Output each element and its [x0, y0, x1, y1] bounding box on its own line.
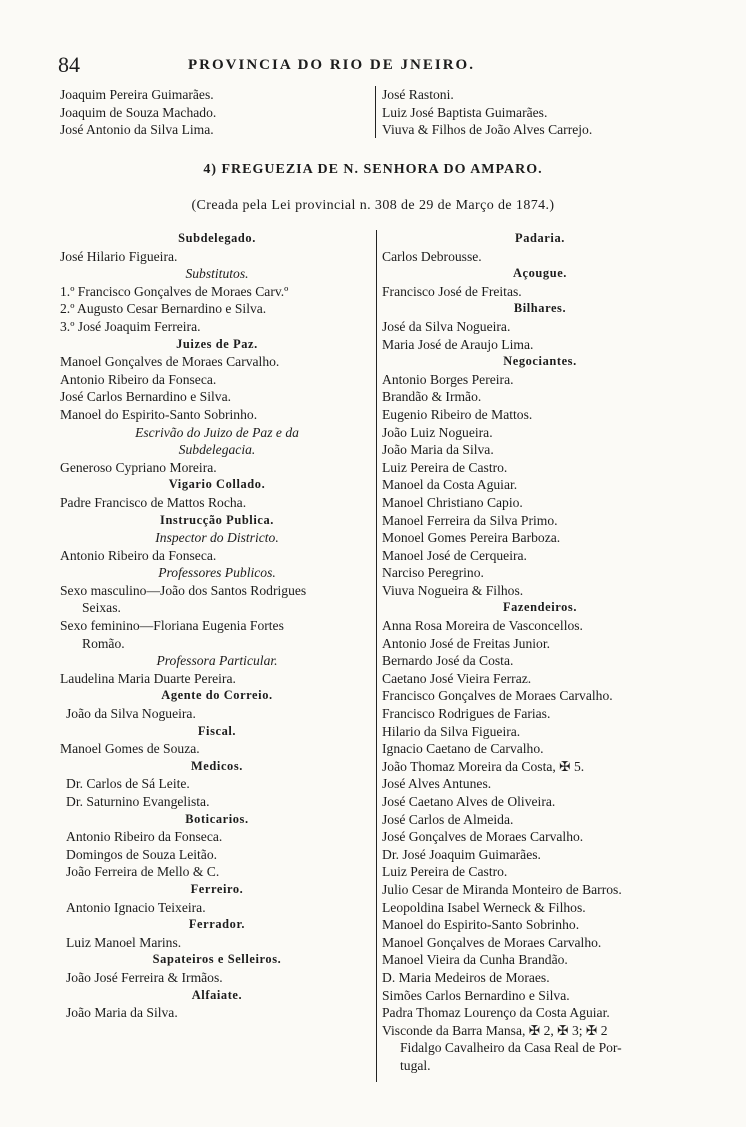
list-item: Hilario da Silva Figueira.: [382, 723, 521, 739]
list-item: Antonio José de Freitas Junior.: [382, 635, 551, 651]
boticarios-heading: Boticarios.: [185, 811, 249, 826]
list-item: Francisco José de Freitas.: [382, 283, 522, 299]
list-item: João Ferreira de Mello & C.: [66, 864, 220, 880]
list-item: Manoel Ferreira da Silva Primo.: [382, 512, 558, 528]
list-item-cont: tugal.: [400, 1057, 431, 1073]
vigario-heading: Vigario Collado.: [168, 477, 266, 492]
list-item: João Maria da Silva.: [382, 442, 494, 458]
list-item: Manoel José de Cerqueira.: [382, 547, 527, 563]
particular-heading: Professora Particular.: [156, 653, 278, 669]
list-item: Padra Thomaz Lourenço da Costa Aguiar.: [382, 1005, 610, 1021]
left-column: [60, 230, 374, 1022]
list-item: José da Silva Nogueira.: [382, 318, 511, 334]
list-item: Luiz Manoel Marins.: [66, 934, 182, 950]
page-title: PROVINCIA DO RIO DE JNEIRO.: [188, 57, 475, 73]
list-item: Sexo masculino—João dos Santos Rodrigues: [60, 582, 307, 598]
list-item: Manoel Gonçalves de Moraes Carvalho.: [60, 354, 280, 370]
list-item: Carlos Debrousse.: [382, 248, 482, 264]
list-item: Eugenio Ribeiro de Mattos.: [382, 406, 533, 422]
inspector-heading: Inspector do Districto.: [155, 530, 279, 546]
correio-heading: Agente do Correio.: [161, 688, 273, 703]
list-item: Luiz Pereira de Castro.: [382, 459, 508, 475]
padaria-heading: Padaria.: [515, 231, 565, 245]
list-item: Bernardo José da Costa.: [382, 653, 514, 669]
list-item-cont: Fidalgo Cavalheiro da Casa Real de Por-: [400, 1040, 622, 1056]
top-left-list: [60, 86, 370, 139]
list-item: José Gonçalves de Moraes Carvalho.: [382, 829, 584, 845]
substitutos-heading: Substitutos.: [185, 266, 249, 282]
list-item: Manoel Gonçalves de Moraes Carvalho.: [382, 934, 602, 950]
list-item: Caetano José Vieira Ferraz.: [382, 670, 532, 686]
list-item: José Alves Antunes.: [382, 776, 492, 792]
list-item: Manoel do Espirito-Santo Sobrinho.: [60, 406, 258, 422]
list-item: Julio Cesar de Miranda Monteiro de Barros.: [382, 881, 622, 897]
list-item: Manoel Christiano Capio.: [382, 494, 523, 510]
list-item: João Maria da Silva.: [66, 1005, 178, 1021]
escrivao-heading-cont: Subdelegacia.: [178, 442, 256, 458]
list-item: Luiz José Baptista Guimarães.: [382, 104, 548, 120]
column-divider: [375, 86, 376, 138]
page-header: [58, 52, 698, 78]
instrucao-heading: Instrucção Publica.: [160, 512, 274, 527]
section-note: (Creada pela Lei provincial n. 308 de 29 de Março de 1874.): [191, 198, 555, 213]
list-item: Manoel Vieira da Cunha Brandão.: [382, 952, 568, 968]
list-item: João da Silva Nogueira.: [66, 706, 196, 722]
list-item: Dr. Carlos de Sá Leite.: [66, 776, 190, 792]
list-item: Sexo feminino—Floriana Eugenia Fortes: [60, 618, 284, 634]
list-item: Visconde da Barra Mansa, ✠ 2, ✠ 3; ✠ 2: [382, 1022, 608, 1038]
list-item: Dr. José Joaquim Guimarães.: [382, 846, 541, 862]
column-divider: [376, 230, 377, 1082]
bilhares-heading: Bilhares.: [513, 301, 567, 316]
list-item-cont: Romão.: [82, 635, 125, 651]
juizes-heading: Juizes de Paz.: [176, 336, 258, 351]
list-item: Viuva & Filhos de João Alves Carrejo.: [382, 122, 593, 138]
section-title: 4) FREGUEZIA DE N. SENHORA DO AMPARO.: [203, 162, 543, 177]
list-item: 1.º Francisco Gonçalves de Moraes Carv.º: [60, 283, 289, 299]
list-item: 2.º Augusto Cesar Bernardino e Silva.: [60, 301, 267, 317]
page-number: 84: [58, 52, 80, 77]
list-item: Francisco Gonçalves de Moraes Carvalho.: [382, 688, 613, 704]
list-item: João Luiz Nogueira.: [382, 424, 493, 440]
list-item: Manoel Gomes de Souza.: [60, 741, 200, 757]
fazendeiros-heading: Fazendeiros.: [502, 600, 578, 615]
list-item: José Antonio da Silva Lima.: [60, 122, 214, 138]
list-item: Francisco Rodrigues de Farias.: [382, 706, 551, 722]
list-item: Leopoldina Isabel Werneck & Filhos.: [382, 899, 586, 915]
list-item: Domingos de Souza Leitão.: [66, 846, 218, 862]
negociantes-heading: Negociantes.: [503, 354, 577, 369]
list-item: Anna Rosa Moreira de Vasconcellos.: [382, 618, 583, 634]
escrivao-heading: Escrivão do Juizo de Paz e da: [135, 424, 299, 440]
right-column: [382, 230, 698, 1075]
list-item: João Thomaz Moreira da Costa, ✠ 5.: [382, 758, 585, 774]
list-item: Joaquim Pereira Guimarães.: [60, 87, 214, 102]
list-item: Simões Carlos Bernardino e Silva.: [382, 987, 570, 1003]
list-item: Antonio Ignacio Teixeira.: [66, 899, 206, 915]
list-item: José Hilario Figueira.: [60, 248, 178, 264]
list-item: Antonio Ribeiro da Fonseca.: [66, 829, 223, 845]
list-item: Generoso Cypriano Moreira.: [60, 459, 217, 475]
list-item: Joaquim de Souza Machado.: [60, 104, 217, 120]
list-item: Laudelina Maria Duarte Pereira.: [60, 670, 236, 686]
list-item: Viuva Nogueira & Filhos.: [382, 582, 524, 598]
sapateiros-heading: Sapateiros e Selleiros.: [152, 952, 282, 967]
list-item: 3.º José Joaquim Ferreira.: [60, 318, 201, 334]
list-item: Padre Francisco de Mattos Rocha.: [60, 494, 247, 510]
list-item-cont: Seixas.: [82, 600, 121, 616]
list-item: Dr. Saturnino Evangelista.: [66, 794, 210, 809]
list-item: Manoel da Costa Aguiar.: [382, 477, 518, 493]
medicos-heading: Medicos.: [191, 758, 243, 773]
ferreiro-heading: Ferreiro.: [190, 881, 244, 896]
professores-heading: Professores Publicos.: [158, 565, 276, 581]
list-item: Narciso Peregrino.: [382, 565, 484, 581]
list-item: Antonio Ribeiro da Fonseca.: [60, 371, 217, 387]
list-item: João José Ferreira & Irmãos.: [66, 969, 223, 985]
list-item: Brandão & Irmão.: [382, 389, 482, 405]
list-item: José Carlos Bernardino e Silva.: [60, 389, 232, 405]
list-item: Maria José de Araujo Lima.: [382, 336, 534, 352]
list-item: Antonio Ribeiro da Fonseca.: [60, 547, 217, 563]
list-item: D. Maria Medeiros de Moraes.: [382, 969, 550, 985]
ferrador-heading: Ferrador.: [188, 917, 246, 932]
list-item: Manoel do Espirito-Santo Sobrinho.: [382, 917, 580, 933]
fiscal-heading: Fiscal.: [197, 723, 237, 738]
acougue-heading: Açougue.: [512, 266, 568, 281]
list-item: Monoel Gomes Pereira Barboza.: [382, 530, 561, 546]
subdelegado-heading: Subdelegado.: [178, 231, 256, 245]
list-item: José Caetano Alves de Oliveira.: [382, 794, 556, 809]
top-right-list: [382, 86, 682, 139]
list-item: José Carlos de Almeida.: [382, 811, 514, 827]
list-item: Luiz Pereira de Castro.: [382, 864, 508, 880]
list-item: José Rastoni.: [382, 87, 454, 102]
list-item: Ignacio Caetano de Carvalho.: [382, 741, 544, 757]
alfaiate-heading: Alfaiate.: [191, 987, 243, 1002]
list-item: Antonio Borges Pereira.: [382, 371, 514, 387]
